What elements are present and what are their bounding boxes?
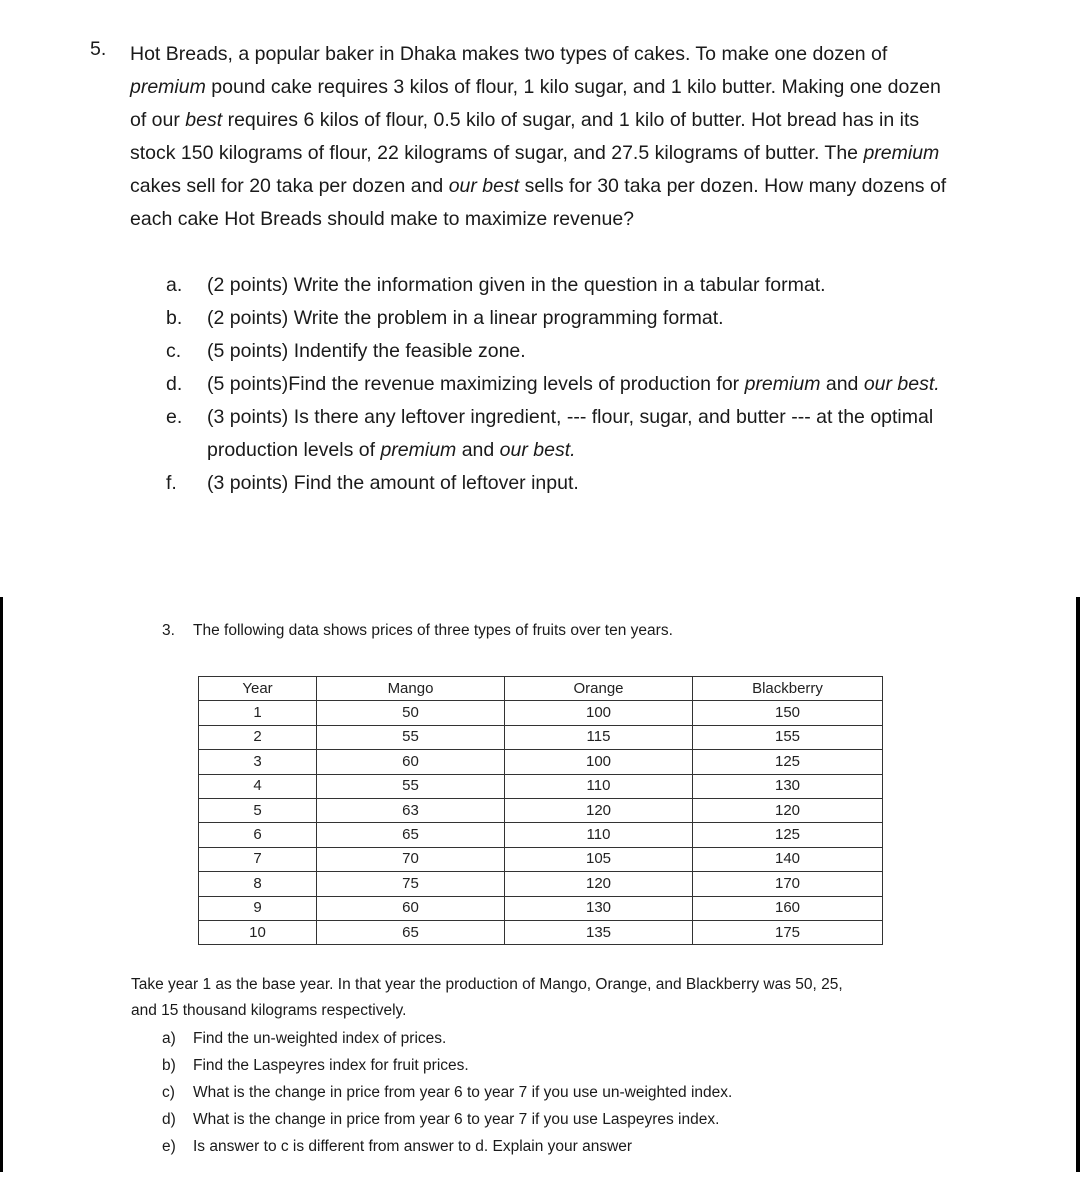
- question-5-line: stock 150 kilograms of flour, 22 kilograms of sugar, and 27.5 kilograms of butter. The premium: [130, 142, 940, 164]
- table-cell: 170: [693, 872, 883, 896]
- table-cell: 2: [199, 725, 317, 749]
- table-cell: 65: [317, 920, 505, 944]
- right-border-bar: [1076, 597, 1080, 1172]
- fruit-prices-table: [198, 676, 883, 945]
- part-text: (3 points) Is there any leftover ingredient, --- flour, sugar, and butter --- at the optimal: [207, 406, 934, 428]
- question-3-title-line: [162, 622, 673, 640]
- question-5-part: [166, 401, 1046, 467]
- table-cell: 55: [317, 725, 505, 749]
- table-row: [199, 701, 883, 725]
- question-3-title: The following data shows prices of three types of fruits over ten years.: [193, 622, 673, 639]
- table-cell: 125: [693, 823, 883, 847]
- table-row: [199, 920, 883, 944]
- part-label: d): [162, 1111, 176, 1128]
- header-orange: Orange: [505, 677, 693, 701]
- part-label: b.: [166, 307, 183, 329]
- question-5-line: of our best requires 6 kilos of flour, 0.5 kilo of sugar, and 1 kilo of butter. Hot bread has in its: [130, 109, 920, 131]
- table-cell: 70: [317, 847, 505, 871]
- part-label: e): [162, 1138, 176, 1155]
- part-text: (2 points) Write the information given in the question in a tabular format.: [207, 274, 826, 296]
- part-text: (3 points) Find the amount of leftover input.: [207, 472, 579, 494]
- table-cell: 1: [199, 701, 317, 725]
- question-5-part: [166, 302, 1046, 335]
- table-cell: 120: [693, 798, 883, 822]
- table-cell: 150: [693, 701, 883, 725]
- question-3-part: [162, 1052, 1031, 1079]
- question-5-part: [166, 467, 1046, 500]
- table-cell: 110: [505, 774, 693, 798]
- table-cell: 9: [199, 896, 317, 920]
- table-cell: 5: [199, 798, 317, 822]
- table-cell: 120: [505, 798, 693, 822]
- table-cell: 155: [693, 725, 883, 749]
- table-cell: 130: [505, 896, 693, 920]
- question-5-part: [166, 368, 1046, 401]
- table-cell: 120: [505, 872, 693, 896]
- table-cell: 6: [199, 823, 317, 847]
- part-label: a.: [166, 274, 183, 296]
- part-label: e.: [166, 406, 183, 428]
- table-cell: 55: [317, 774, 505, 798]
- question-3-body-line-2: and 15 thousand kilograms respectively.: [131, 1002, 407, 1019]
- table-cell: 140: [693, 847, 883, 871]
- table-row: [199, 896, 883, 920]
- question-5-line: each cake Hot Breads should make to maximize revenue?: [130, 208, 635, 230]
- table-cell: 175: [693, 920, 883, 944]
- question-5-line: cakes sell for 20 taka per dozen and our best sells for 30 taka per dozen. How many dozens of: [130, 175, 947, 197]
- table-cell: 63: [317, 798, 505, 822]
- part-text: (5 points) Indentify the feasible zone.: [207, 340, 526, 362]
- table-cell: 125: [693, 750, 883, 774]
- part-text: (2 points) Write the problem in a linear programming format.: [207, 307, 724, 329]
- table-cell: 10: [199, 920, 317, 944]
- part-text: What is the change in price from year 6 to year 7 if you use Laspeyres index.: [193, 1111, 720, 1128]
- table-row: [199, 872, 883, 896]
- table-row: [199, 847, 883, 871]
- part-text: Is answer to c is different from answer to d. Explain your answer: [193, 1138, 633, 1155]
- header-blackberry: Blackberry: [693, 677, 883, 701]
- part-label: f.: [166, 472, 177, 494]
- table-cell: 100: [505, 750, 693, 774]
- table-row: [199, 774, 883, 798]
- left-border-bar: [0, 597, 3, 1172]
- part-text: What is the change in price from year 6 to year 7 if you use un-weighted index.: [193, 1084, 733, 1101]
- part-text: production levels of premium and our best.: [207, 439, 576, 461]
- part-text: Find the Laspeyres index for fruit prices.: [193, 1057, 469, 1074]
- question-5-part: [166, 335, 1046, 368]
- table-cell: 160: [693, 896, 883, 920]
- part-label: c): [162, 1084, 175, 1101]
- question-5-part: [166, 269, 1046, 302]
- question-3-part: [162, 1133, 1031, 1160]
- table-cell: 65: [317, 823, 505, 847]
- table-cell: 115: [505, 725, 693, 749]
- table-row: [199, 823, 883, 847]
- question-3-body-line-1: Take year 1 as the base year. In that year the production of Mango, Orange, and Blackberry was 50, 25,: [131, 976, 843, 993]
- question-3-body: [131, 972, 1031, 1160]
- table-row: [199, 725, 883, 749]
- question-3-part: [162, 1025, 1031, 1052]
- part-label: b): [162, 1057, 176, 1074]
- table-cell: 7: [199, 847, 317, 871]
- table-cell: 100: [505, 701, 693, 725]
- question-3-part: [162, 1079, 1031, 1106]
- question-3-number: 3.: [162, 622, 175, 639]
- question-3-part: [162, 1106, 1031, 1133]
- table-cell: 60: [317, 896, 505, 920]
- question-5-line: premium pound cake requires 3 kilos of flour, 1 kilo sugar, and 1 kilo butter. Making one dozen: [130, 76, 941, 98]
- table-body: [199, 701, 883, 945]
- header-year: Year: [199, 677, 317, 701]
- question-5-line: Hot Breads, a popular baker in Dhaka makes two types of cakes. To make one dozen of: [130, 43, 888, 65]
- table-cell: 3: [199, 750, 317, 774]
- part-label: c.: [166, 340, 182, 362]
- part-label: a): [162, 1030, 176, 1047]
- table-header-row: [199, 677, 883, 701]
- table-row: [199, 798, 883, 822]
- question-3-heading: [162, 622, 673, 640]
- question-3-parts: [162, 1025, 1031, 1160]
- part-text: Find the un-weighted index of prices.: [193, 1030, 447, 1047]
- table-row: [199, 750, 883, 774]
- part-text: (5 points)Find the revenue maximizing levels of production for premium and our best.: [207, 373, 940, 395]
- table-cell: 75: [317, 872, 505, 896]
- table-cell: 4: [199, 774, 317, 798]
- table-cell: 110: [505, 823, 693, 847]
- table-cell: 135: [505, 920, 693, 944]
- table-cell: 60: [317, 750, 505, 774]
- question-5-parts: [166, 269, 1046, 500]
- question-5-number: 5.: [90, 38, 107, 60]
- table-cell: 50: [317, 701, 505, 725]
- table-cell: 130: [693, 774, 883, 798]
- header-mango: Mango: [317, 677, 505, 701]
- table-cell: 105: [505, 847, 693, 871]
- question-5-text: [130, 38, 1050, 236]
- part-label: d.: [166, 373, 183, 395]
- table-cell: 8: [199, 872, 317, 896]
